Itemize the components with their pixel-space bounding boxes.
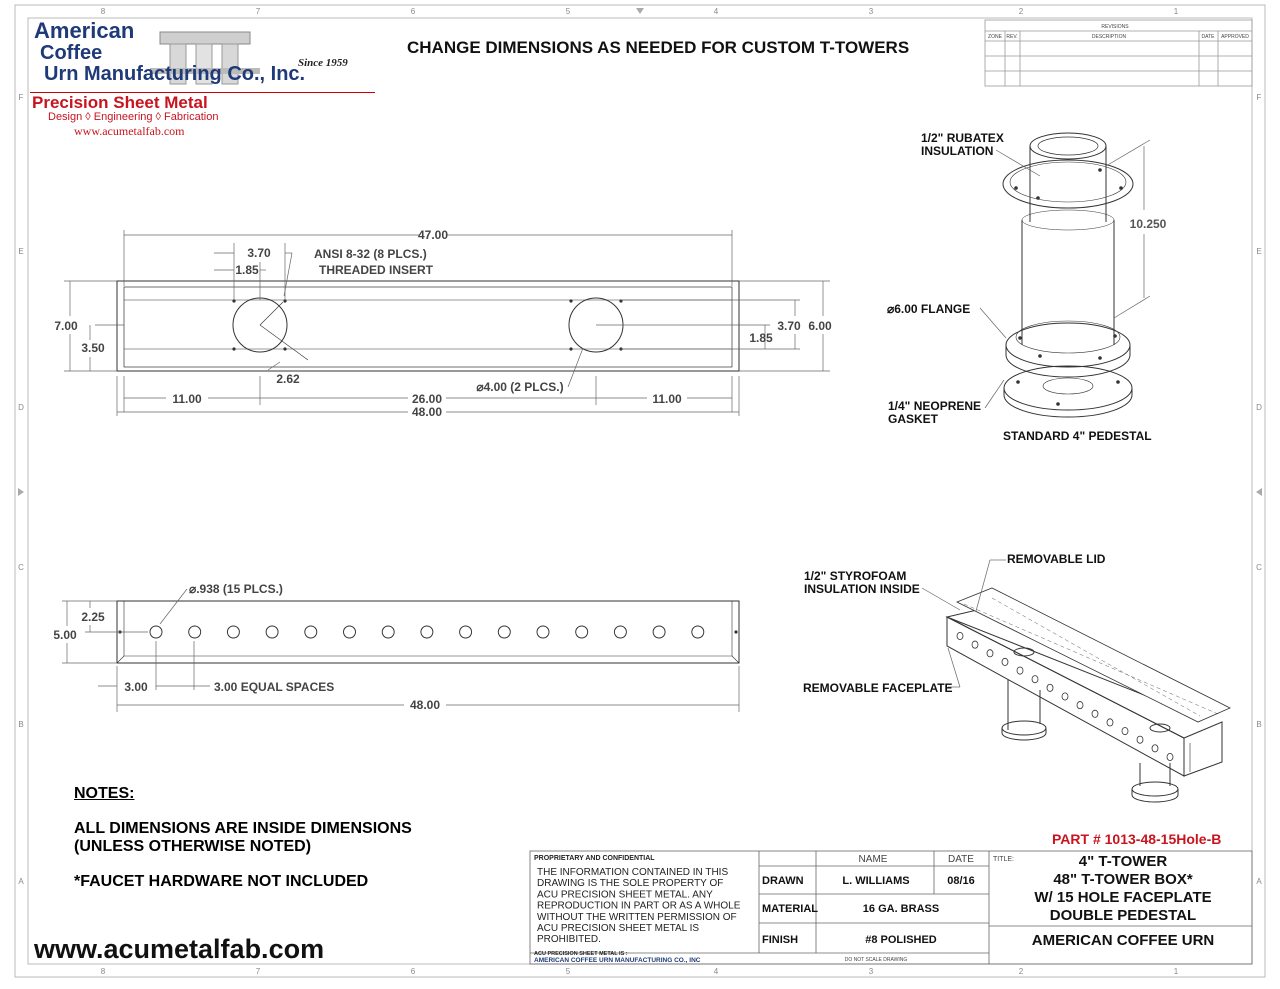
title-line: 48" T-TOWER BOX*	[1053, 871, 1193, 888]
finish-value: #8 POLISHED	[865, 934, 937, 946]
logo-line-3	[44, 63, 305, 86]
finish-label: FINISH	[762, 934, 799, 946]
faceplate-hole	[653, 626, 665, 638]
logo-line-2	[40, 42, 102, 65]
drawn-name: L. WILLIAMS	[842, 875, 910, 887]
tower-dimension-lines	[980, 140, 1150, 408]
zone-row-left: B	[18, 720, 24, 729]
box-faceplate-hole	[1092, 710, 1098, 717]
faceplate-hole	[189, 626, 201, 638]
zone-col-bottom: 4	[713, 967, 719, 976]
dim-overall-length: 47.00	[417, 228, 449, 242]
dim-insert-note-1: ANSI 8-32 (8 PLCS.)	[314, 247, 427, 261]
dim-center-spacing: 26.00	[411, 392, 443, 406]
faceplate-hole	[382, 626, 394, 638]
box-faceplate-hole	[1122, 727, 1128, 734]
faceplate-view	[117, 601, 739, 663]
zone-col-bottom: 5	[565, 967, 571, 976]
dim-faceplate-height: 5.00	[53, 628, 77, 642]
logo-services: Design ◊ Engineering ◊ Fabrication	[48, 111, 219, 123]
drawn-date: 08/16	[947, 875, 975, 887]
box-faceplate-hole	[1107, 719, 1113, 726]
center-marker-right	[1256, 488, 1262, 496]
front-view	[117, 281, 739, 371]
callout-removable-lid: REMOVABLE LID	[1007, 552, 1106, 566]
logo-since: Since 1959	[298, 57, 348, 69]
callout-gasket-1: 1/4" NEOPRENE	[888, 399, 982, 413]
zone-col-bottom: 7	[255, 967, 261, 976]
faceplate-holes	[150, 626, 704, 638]
dim-left-offset: 11.00	[172, 392, 202, 406]
dim-right-height: 6.00	[808, 319, 832, 333]
scale-note: DO NOT SCALE DRAWING	[844, 957, 908, 963]
note-line-3: *FAUCET HARDWARE NOT INCLUDED	[74, 873, 369, 890]
dim-half-height: 3.50	[81, 341, 105, 355]
proprietary-heading: PROPRIETARY AND CONFIDENTIAL	[534, 855, 655, 862]
box-faceplate-hole	[972, 641, 978, 648]
zone-col-top: 8	[100, 7, 106, 16]
dim-total: 48.00	[411, 405, 443, 419]
faceplate-hole	[576, 626, 588, 638]
zone-row-right: F	[1256, 93, 1262, 102]
faceplate-hole	[692, 626, 704, 638]
zone-row-left: E	[18, 247, 24, 256]
faceplate-hole	[344, 626, 356, 638]
dim-faceplate-hole-note: ⌀.938 (15 PLCS.)	[189, 582, 283, 596]
zone-col-top: 2	[1018, 7, 1024, 16]
front-view-insert-holes	[232, 299, 622, 350]
box-faceplate-hole	[987, 650, 993, 657]
faceplate-screws	[118, 630, 737, 633]
title-line: 4" T-TOWER	[1078, 853, 1168, 870]
faceplate-hole	[614, 626, 626, 638]
dim-right-hole-spacing: 3.70	[777, 319, 801, 333]
box-faceplate-hole	[1137, 736, 1143, 743]
box-faceplate-hole	[1062, 693, 1068, 700]
rev-header-description: DESCRIPTION	[1091, 34, 1127, 40]
faceplate-hole	[421, 626, 433, 638]
proprietary-footer-2: AMERICAN COFFEE URN MANUFACTURING CO., INC	[534, 957, 701, 964]
zone-col-top: 6	[410, 7, 416, 16]
faceplate-hole	[537, 626, 549, 638]
proprietary-line: ACU PRECISION SHEET METAL IS	[537, 923, 700, 934]
dim-height: 7.00	[54, 319, 78, 333]
faceplate-hole	[498, 626, 510, 638]
notes-heading: NOTES:	[74, 785, 135, 802]
date-header: DATE	[948, 854, 974, 865]
logo-line-2-text: Coffee	[40, 42, 103, 64]
logo-line-1-text: American	[34, 18, 135, 43]
page-headline: CHANGE DIMENSIONS AS NEEDED FOR CUSTOM T-TOWERS	[407, 38, 910, 57]
logo-url[interactable]: www.acumetalfab.com	[74, 124, 185, 138]
title-line: W/ 15 HOLE FACEPLATE	[1034, 889, 1212, 906]
zone-row-left: D	[18, 403, 24, 412]
proprietary-line: REPRODUCTION IN PART OR AS A WHOLE	[537, 900, 741, 912]
faceplate-hole	[150, 626, 162, 638]
box-faceplate-hole	[1002, 658, 1008, 665]
callout-styrofoam-2: INSULATION INSIDE	[804, 582, 920, 596]
note-line-2: (UNLESS OTHERWISE NOTED)	[74, 838, 312, 855]
dim-faceplate-total: 48.00	[409, 698, 441, 712]
callout-removable-faceplate: REMOVABLE FACEPLATE	[803, 681, 953, 695]
zone-row-left: F	[18, 93, 24, 102]
material-label: MATERIAL	[762, 903, 819, 915]
dim-right-offset: 11.00	[652, 392, 682, 406]
dim-insert-note-2: THREADED INSERT	[319, 263, 434, 277]
proprietary-line: WITHOUT THE WRITTEN PERMISSION OF	[537, 911, 737, 923]
callout-rubatex-1: 1/2" RUBATEX	[921, 131, 1004, 145]
rev-header-approved: APPROVED	[1221, 34, 1249, 40]
zone-col-top: 1	[1173, 7, 1179, 16]
callout-styrofoam-1: 1/2" STYROFOAM	[804, 569, 907, 583]
revisions-title: REVISIONS	[1101, 24, 1129, 30]
faceplate-dimensions	[62, 589, 739, 712]
callout-gasket-2: GASKET	[888, 412, 939, 426]
faceplate-hole	[460, 626, 472, 638]
zone-col-bottom: 8	[100, 967, 106, 976]
zone-labels-bottom	[101, 967, 1179, 976]
callout-pedestal: STANDARD 4" PEDESTAL	[1003, 429, 1152, 443]
center-marker-left	[18, 488, 24, 496]
dim-bolt-circle: 2.62	[276, 372, 300, 386]
box-faceplate-hole	[1017, 667, 1023, 674]
rev-header-zone: ZONE	[988, 34, 1002, 40]
dim-faceplate-first-offset: 3.00	[124, 680, 148, 694]
company-name: AMERICAN COFFEE URN	[1031, 932, 1215, 949]
proprietary-line: THE INFORMATION CONTAINED IN THIS	[537, 867, 729, 878]
proprietary-line: DRAWING IS THE SOLE PROPERTY OF	[537, 878, 724, 890]
material-value: 16 GA. BRASS	[862, 903, 940, 915]
dim-hole-dia: ⌀4.00 (2 PLCS.)	[476, 380, 564, 394]
callout-tower-height: 10.250	[1129, 217, 1167, 231]
box-faceplate-hole	[1167, 753, 1173, 760]
proprietary-footer-1: ACU PRECISION SHEET METAL IS :	[534, 951, 628, 957]
zone-row-right: C	[1256, 563, 1262, 572]
faceplate-hole	[305, 626, 317, 638]
dim-hole-half-spacing: 1.85	[235, 263, 259, 277]
zone-row-right: E	[1256, 247, 1262, 256]
zone-col-bottom: 2	[1018, 967, 1024, 976]
center-marker-top	[636, 8, 644, 14]
title-label: TITLE:	[993, 856, 1015, 863]
dim-faceplate-hole-height: 2.25	[81, 610, 105, 624]
box-faceplate-hole	[1152, 745, 1158, 752]
zone-row-right: D	[1256, 403, 1262, 412]
zone-col-bottom: 6	[410, 967, 416, 976]
dim-right-half: 1.85	[749, 331, 773, 345]
tower-box-drawing	[947, 588, 1230, 802]
rev-header-rev: REV.	[1006, 34, 1018, 40]
faceplate-hole	[266, 626, 278, 638]
zone-col-top: 7	[255, 7, 261, 16]
title-line: DOUBLE PEDESTAL	[1049, 907, 1197, 924]
proprietary-line: PROHIBITED.	[537, 934, 601, 946]
faceplate-hole	[227, 626, 239, 638]
title-lines	[1034, 853, 1211, 924]
callout-rubatex-2: INSULATION	[921, 144, 994, 158]
part-number: PART # 1013-48-15Hole-B	[1052, 831, 1222, 847]
zone-row-left: C	[18, 563, 24, 572]
footer-url[interactable]: www.acumetalfab.com	[34, 934, 325, 964]
name-header: NAME	[858, 854, 888, 865]
zone-row-left: A	[18, 877, 24, 886]
zone-col-bottom: 1	[1173, 967, 1179, 976]
zone-row-right: B	[1256, 720, 1262, 729]
zone-col-bottom: 3	[868, 967, 874, 976]
tower-drawing	[1003, 133, 1133, 417]
logo-brand: Precision Sheet Metal	[32, 93, 208, 112]
box-faceplate-hole	[1032, 676, 1038, 683]
callout-flange: ⌀6.00 FLANGE	[887, 302, 971, 316]
note-line-1: ALL DIMENSIONS ARE INSIDE DIMENSIONS	[74, 820, 412, 837]
box-faceplate-hole	[1077, 702, 1083, 709]
logo-line-3-text: Urn Manufacturing Co., Inc.	[44, 63, 306, 85]
zone-col-top: 3	[868, 7, 874, 16]
proprietary-line: ACU PRECISION SHEET METAL. ANY	[537, 889, 713, 901]
proprietary-lines	[537, 867, 741, 945]
zone-col-top: 5	[565, 7, 571, 16]
zone-col-top: 4	[713, 7, 719, 16]
rev-header-date: DATE	[1201, 34, 1215, 40]
front-view-dimensions	[64, 230, 830, 416]
box-faceplate-hole	[957, 632, 963, 639]
drawn-label: DRAWN	[762, 875, 804, 887]
logo-line-1	[34, 18, 134, 44]
dim-hole-spacing: 3.70	[247, 246, 271, 260]
zone-row-right: A	[1256, 877, 1262, 886]
box-faceplate-hole	[1047, 684, 1053, 691]
dim-faceplate-spacing: 3.00 EQUAL SPACES	[214, 680, 335, 694]
